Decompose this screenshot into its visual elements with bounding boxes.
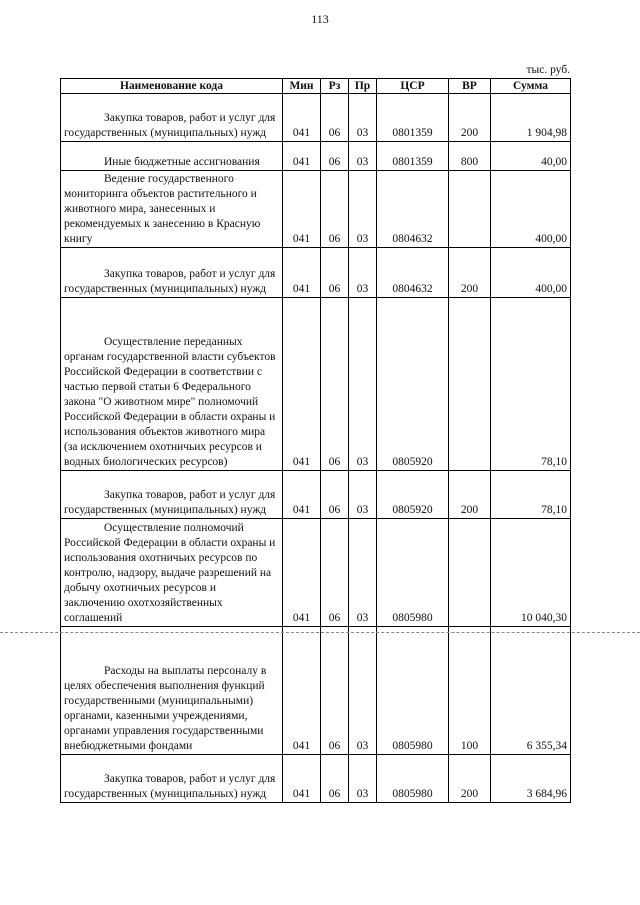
row-name-cell [61,755,283,803]
column-header-min: Мин [283,79,321,94]
row-vr: 100 [449,627,491,755]
row-min: 041 [283,171,321,248]
row-csr: 0805980 [377,519,449,627]
row-name: Закупка товаров, работ и услуг для государственных (муниципальных) нужд [64,268,276,295]
row-rz: 06 [321,519,349,627]
row-vr: 200 [449,94,491,142]
row-csr: 0805980 [377,755,449,803]
row-min: 041 [283,94,321,142]
column-header-pr: Пр [349,79,377,94]
header-row [61,79,571,94]
row-name-cell [61,142,283,171]
page-number: 113 [311,12,329,26]
row-min: 041 [283,471,321,519]
row-csr: 0801359 [377,94,449,142]
row-sum: 1 904,98 [491,94,571,142]
row-name-cell [61,471,283,519]
row-rz: 06 [321,171,349,248]
row-sum: 400,00 [491,248,571,298]
row-vr: 800 [449,142,491,171]
budget-table [60,78,571,803]
row-vr [449,171,491,248]
row-name: Закупка товаров, работ и услуг для государственных (муниципальных) нужд [64,489,276,516]
table-row [61,519,571,627]
row-name-cell [61,298,283,471]
row-rz: 06 [321,755,349,803]
table-row [61,471,571,519]
row-name: Иные бюджетные ассигнования [104,156,260,168]
row-name-cell [61,627,283,755]
row-pr: 03 [349,519,377,627]
row-sum: 78,10 [491,298,571,471]
row-rz: 06 [321,471,349,519]
row-name: Закупка товаров, работ и услуг для государственных (муниципальных) нужд [64,112,276,139]
column-header-name: Наименование кода [61,79,283,94]
row-pr: 03 [349,171,377,248]
row-name: Осуществление переданных органам государственной власти субъектов Российской Федерации в соответствии с частью первой статьи 6 Федерального закона "О животном мире" полномочий Российской Федерации в области охраны и использования объектов животного мира (за исключением охотничьих ресурсов и водных биологических ресурсов) [64,336,276,468]
row-vr: 200 [449,755,491,803]
row-sum: 78,10 [491,471,571,519]
row-name: Закупка товаров, работ и услуг для государственных (муниципальных) нужд [64,773,276,800]
table-row [61,94,571,142]
row-name-cell [61,94,283,142]
row-rz: 06 [321,627,349,755]
row-vr [449,298,491,471]
row-sum: 10 040,30 [491,519,571,627]
row-csr: 0805920 [377,298,449,471]
row-name-cell [61,171,283,248]
row-vr: 200 [449,471,491,519]
row-csr: 0801359 [377,142,449,171]
row-name: Ведение государственного мониторинга объектов растительного и животного мира, занесенных и рекомендуемых к занесению в Красную книгу [64,173,261,245]
column-header-csr: ЦСР [377,79,449,94]
column-header-sum: Сумма [491,79,571,94]
row-pr: 03 [349,627,377,755]
row-sum: 40,00 [491,142,571,171]
row-min: 041 [283,627,321,755]
row-pr: 03 [349,755,377,803]
row-min: 041 [283,142,321,171]
row-min: 041 [283,519,321,627]
row-name-cell [61,248,283,298]
row-rz: 06 [321,248,349,298]
scan-fold-line [0,632,640,633]
row-pr: 03 [349,248,377,298]
table-row [61,248,571,298]
row-name: Осуществление полномочий Российской Федерации в области охраны и использования охотничьих ресурсов по контролю, надзору, выдаче разрешений на добычу охотничьих ресурсов и заключению охотхозяйственных соглашений [64,522,276,624]
row-rz: 06 [321,298,349,471]
row-csr: 0805980 [377,627,449,755]
table-row [61,142,571,171]
row-csr: 0804632 [377,171,449,248]
row-name-cell [61,519,283,627]
row-pr: 03 [349,142,377,171]
row-sum: 6 355,34 [491,627,571,755]
table-row [61,298,571,471]
table-row [61,627,571,755]
row-pr: 03 [349,298,377,471]
table-row [61,171,571,248]
row-rz: 06 [321,142,349,171]
row-rz: 06 [321,94,349,142]
table-row [61,755,571,803]
column-header-rz: Рз [321,79,349,94]
row-sum: 400,00 [491,171,571,248]
row-min: 041 [283,755,321,803]
row-pr: 03 [349,94,377,142]
row-name: Расходы на выплаты персоналу в целях обеспечения выполнения функций государственными (муниципальными) органами, казенными учреждениями, органами управления государственными внебюджетными фондами [64,665,267,752]
column-header-vr: ВР [449,79,491,94]
row-vr [449,519,491,627]
row-csr: 0804632 [377,248,449,298]
row-pr: 03 [349,471,377,519]
row-min: 041 [283,248,321,298]
row-csr: 0805920 [377,471,449,519]
units-label: тыс. руб. [526,64,570,76]
row-sum: 3 684,96 [491,755,571,803]
row-min: 041 [283,298,321,471]
row-vr: 200 [449,248,491,298]
